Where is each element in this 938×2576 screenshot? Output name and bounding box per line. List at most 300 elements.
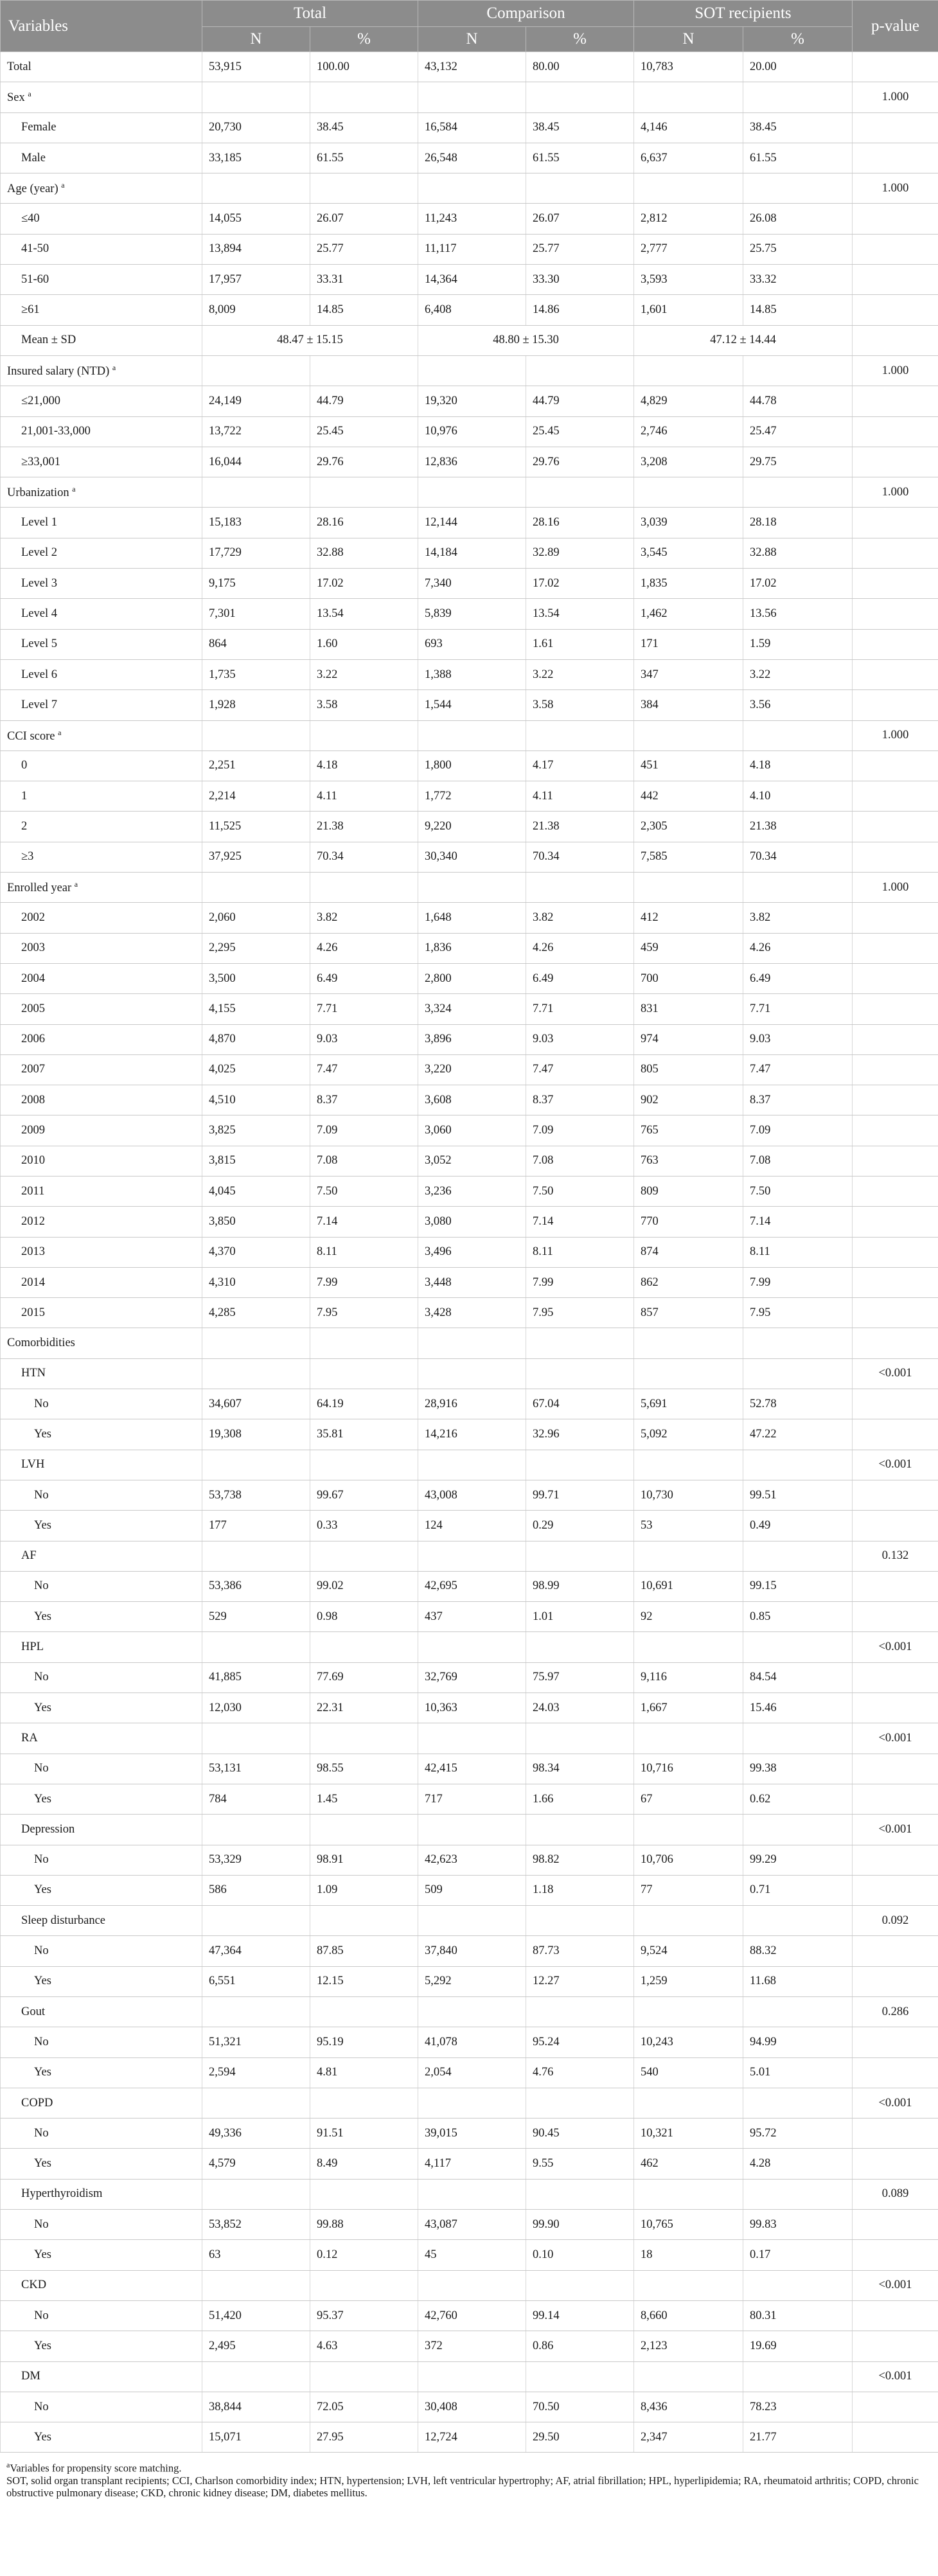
cell-empty — [743, 2179, 853, 2209]
row-label-text: 2002 — [21, 910, 45, 924]
cell-empty — [634, 1997, 743, 2027]
cell-sot-n: 10,765 — [634, 2210, 743, 2240]
cell-sot-pct: 33.32 — [743, 265, 853, 295]
cell-comparison-pct: 0.10 — [526, 2240, 634, 2270]
cell-total-pct: 98.55 — [310, 1754, 418, 1784]
cell-empty — [634, 82, 743, 112]
table-row — [1, 265, 938, 295]
table-row — [1, 1693, 938, 1723]
cell-total-n: 20,730 — [202, 112, 310, 143]
cell-comparison-pct: 98.82 — [526, 1845, 634, 1875]
cell-total-pct: 7.08 — [310, 1146, 418, 1176]
cell-total-n: 2,495 — [202, 2331, 310, 2361]
row-label-text: Enrolled year — [7, 882, 72, 895]
cell-sot-n: 763 — [634, 1146, 743, 1176]
cell-empty — [310, 1328, 418, 1358]
cell-comparison-pct: 1.61 — [526, 629, 634, 659]
subheader-sot-n: N — [634, 27, 743, 52]
header-variables: Variables — [1, 1, 202, 52]
cell-sot-n: 8,660 — [634, 2300, 743, 2331]
cell-empty — [418, 1541, 526, 1571]
cell-comparison-n: 11,243 — [418, 204, 526, 234]
cell-p-value — [853, 1085, 938, 1115]
cell-empty — [310, 1450, 418, 1480]
header-p-value: p-value — [853, 1, 938, 52]
cell-sot-pct: 70.34 — [743, 842, 853, 872]
cell-comparison-pct: 99.71 — [526, 1480, 634, 1510]
cell-total-n: 14,055 — [202, 204, 310, 234]
cell-comparison-pct: 26.07 — [526, 204, 634, 234]
row-label-text: Yes — [34, 2430, 51, 2444]
cell-total-n: 2,594 — [202, 2057, 310, 2088]
cell-total-n: 2,214 — [202, 781, 310, 812]
cell-p-value — [853, 1115, 938, 1146]
cell-sot-pct: 4.26 — [743, 933, 853, 963]
cell-comparison-pct: 3.58 — [526, 690, 634, 720]
cell-empty — [526, 82, 634, 112]
cell-p-value — [853, 1693, 938, 1723]
cell-sot-n: 5,092 — [634, 1419, 743, 1450]
table-section-row — [1, 1328, 938, 1358]
subheader-comparison-pct: % — [526, 27, 634, 52]
cell-p-value — [853, 903, 938, 933]
cell-total-n: 53,131 — [202, 1754, 310, 1784]
cell-comparison-n: 372 — [418, 2331, 526, 2361]
table-row — [1, 538, 938, 568]
row-label — [1, 1328, 202, 1358]
cell-p-value — [853, 2240, 938, 2270]
cell-p-value — [853, 1267, 938, 1297]
cell-comparison-n: 6,408 — [418, 295, 526, 325]
cell-empty — [526, 1450, 634, 1480]
cell-comparison-n: 3,052 — [418, 1146, 526, 1176]
row-label-text: AF — [21, 1549, 37, 1563]
table-row — [1, 1784, 938, 1814]
cell-sot-pct: 47.22 — [743, 1419, 853, 1450]
cell-total-n: 177 — [202, 1511, 310, 1541]
table-row — [1, 1511, 938, 1541]
cell-total-pct: 1.60 — [310, 629, 418, 659]
cell-total-n: 3,500 — [202, 963, 310, 993]
cell-p-value — [853, 1602, 938, 1632]
cell-sot-pct: 7.09 — [743, 1115, 853, 1146]
cell-comparison-pct: 6.49 — [526, 963, 634, 993]
row-label — [1, 781, 202, 812]
cell-comparison-n: 3,448 — [418, 1267, 526, 1297]
cell-sot-pct: 0.71 — [743, 1875, 853, 1905]
cell-total-pct: 99.67 — [310, 1480, 418, 1510]
cell-total-n: 4,285 — [202, 1298, 310, 1328]
row-label-text: Yes — [34, 2339, 51, 2352]
row-label — [1, 1784, 202, 1814]
cell-comparison-pct: 14.86 — [526, 295, 634, 325]
cell-sot-pct: 7.50 — [743, 1176, 853, 1206]
cell-total-n: 864 — [202, 629, 310, 659]
row-label — [1, 1815, 202, 1845]
row-label-text: 2003 — [21, 941, 45, 955]
row-label-text: CKD — [21, 2278, 47, 2292]
cell-sot-pct: 15.46 — [743, 1693, 853, 1723]
row-label-text: Yes — [34, 1518, 51, 1532]
row-label — [1, 903, 202, 933]
cell-total-pct: 7.95 — [310, 1298, 418, 1328]
row-label — [1, 2422, 202, 2453]
cell-empty — [202, 1632, 310, 1662]
row-label-text: Mean ± SD — [21, 333, 76, 347]
cell-comparison-n: 4,117 — [418, 2149, 526, 2179]
cell-p-value: <0.001 — [853, 2270, 938, 2300]
cell-sot-pct: 11.68 — [743, 1966, 853, 1996]
cell-comparison-pct: 8.37 — [526, 1085, 634, 1115]
cell-empty — [418, 720, 526, 751]
cell-total-pct: 70.34 — [310, 842, 418, 872]
cell-sot-pct: 4.28 — [743, 2149, 853, 2179]
cell-empty — [526, 2088, 634, 2118]
cell-total-pct: 77.69 — [310, 1662, 418, 1692]
cell-p-value — [853, 538, 938, 568]
row-label — [1, 2392, 202, 2422]
cell-sot-n: 2,812 — [634, 204, 743, 234]
cell-comparison-pct: 25.77 — [526, 234, 634, 264]
row-label-text: DM — [21, 2370, 40, 2383]
cell-sot-pct: 4.10 — [743, 781, 853, 812]
cell-comparison-pct: 99.90 — [526, 2210, 634, 2240]
row-label-text: RA — [21, 1731, 38, 1745]
row-label — [1, 933, 202, 963]
cell-sot-pct: 94.99 — [743, 2027, 853, 2057]
cell-total-pct: 1.45 — [310, 1784, 418, 1814]
row-label — [1, 1054, 202, 1085]
cell-empty — [202, 1815, 310, 1845]
row-label-text: Hyperthyroidism — [21, 2187, 103, 2201]
cell-comparison-n: 45 — [418, 2240, 526, 2270]
cell-empty — [634, 1815, 743, 1845]
cell-total-pct: 7.99 — [310, 1267, 418, 1297]
cell-sot-n: 2,746 — [634, 416, 743, 447]
cell-sot-pct: 32.88 — [743, 538, 853, 568]
cell-p-value: 0.132 — [853, 1541, 938, 1571]
table-section-row — [1, 873, 938, 903]
cell-p-value — [853, 1024, 938, 1054]
cell-sot-n: 862 — [634, 1267, 743, 1297]
cell-total-n: 24,149 — [202, 386, 310, 416]
cell-empty — [310, 355, 418, 386]
cell-empty — [310, 2270, 418, 2300]
table-row — [1, 1115, 938, 1146]
row-label — [1, 842, 202, 872]
row-label-text: No — [34, 1853, 49, 1867]
cell-empty — [202, 2361, 310, 2392]
cell-total-n: 4,370 — [202, 1237, 310, 1267]
row-label-text: Yes — [34, 2157, 51, 2171]
table-row — [1, 1571, 938, 1601]
cell-comparison-pct: 80.00 — [526, 52, 634, 82]
cell-total-pct: 98.91 — [310, 1845, 418, 1875]
cell-total-pct: 26.07 — [310, 204, 418, 234]
cell-comparison-n: 2,054 — [418, 2057, 526, 2088]
cell-empty — [202, 1328, 310, 1358]
cell-p-value — [853, 386, 938, 416]
table-row — [1, 1267, 938, 1297]
cell-comparison-pct: 1.01 — [526, 1602, 634, 1632]
cell-sot-mean-sd: 47.12 ± 14.44 — [634, 325, 853, 355]
cell-total-n: 15,183 — [202, 508, 310, 538]
cell-total-pct: 21.38 — [310, 812, 418, 842]
row-label — [1, 173, 202, 204]
cell-sot-pct: 99.83 — [743, 2210, 853, 2240]
cell-sot-n: 831 — [634, 994, 743, 1024]
cell-p-value — [853, 994, 938, 1024]
cell-sot-pct: 99.15 — [743, 1571, 853, 1601]
cell-total-pct: 44.79 — [310, 386, 418, 416]
cell-sot-n: 974 — [634, 1024, 743, 1054]
cell-empty — [743, 1997, 853, 2027]
cell-empty — [202, 2088, 310, 2118]
row-label-text: ≤40 — [21, 212, 40, 226]
table-row — [1, 1966, 938, 1996]
cell-total-pct: 1.09 — [310, 1875, 418, 1905]
cell-p-value — [853, 569, 938, 599]
cell-comparison-n: 16,584 — [418, 112, 526, 143]
cell-empty — [526, 1723, 634, 1754]
table-section-row — [1, 1358, 938, 1389]
cell-total-n: 3,825 — [202, 1115, 310, 1146]
cell-sot-n: 10,716 — [634, 1754, 743, 1784]
footnote-marker: a — [74, 880, 78, 889]
row-label — [1, 1754, 202, 1784]
cell-p-value — [853, 2027, 938, 2057]
cell-comparison-n: 3,220 — [418, 1054, 526, 1085]
cell-comparison-pct: 98.34 — [526, 1754, 634, 1784]
cell-p-value — [853, 1237, 938, 1267]
cell-sot-n: 770 — [634, 1207, 743, 1237]
cell-empty — [743, 1450, 853, 1480]
cell-empty — [743, 1906, 853, 1936]
cell-total-pct: 3.82 — [310, 903, 418, 933]
cell-comparison-pct: 38.45 — [526, 112, 634, 143]
cell-p-value — [853, 1298, 938, 1328]
cell-empty — [634, 873, 743, 903]
cell-empty — [743, 1632, 853, 1662]
row-label — [1, 2027, 202, 2057]
cell-empty — [634, 477, 743, 508]
cell-total-n: 784 — [202, 1784, 310, 1814]
cell-comparison-pct: 24.03 — [526, 1693, 634, 1723]
cell-sot-n: 1,462 — [634, 599, 743, 629]
row-label — [1, 2088, 202, 2118]
cell-p-value — [853, 1480, 938, 1510]
row-label-text: No — [34, 2309, 49, 2322]
cell-empty — [634, 1541, 743, 1571]
table-row — [1, 52, 938, 82]
cell-comparison-n: 3,324 — [418, 994, 526, 1024]
cell-comparison-pct: 21.38 — [526, 812, 634, 842]
table-row — [1, 1419, 938, 1450]
cell-p-value — [853, 812, 938, 842]
cell-comparison-pct: 0.86 — [526, 2331, 634, 2361]
cell-empty — [526, 1906, 634, 1936]
row-label-text: Comorbidities — [7, 1337, 75, 1350]
cell-sot-n: 805 — [634, 1054, 743, 1085]
cell-total-n: 4,510 — [202, 1085, 310, 1115]
cell-sot-pct: 21.77 — [743, 2422, 853, 2453]
cell-total-n: 17,729 — [202, 538, 310, 568]
cell-empty — [634, 1723, 743, 1754]
row-label-text: HPL — [21, 1640, 44, 1654]
header-comparison: Comparison — [418, 1, 634, 27]
cell-total-n: 4,310 — [202, 1267, 310, 1297]
cell-total-n: 1,928 — [202, 690, 310, 720]
cell-empty — [743, 173, 853, 204]
cell-total-pct: 3.58 — [310, 690, 418, 720]
table-section-row — [1, 1815, 938, 1845]
cell-p-value: 1.000 — [853, 82, 938, 112]
cell-sot-pct: 3.56 — [743, 690, 853, 720]
cell-total-n: 2,251 — [202, 751, 310, 781]
table-row — [1, 295, 938, 325]
cell-comparison-n: 14,184 — [418, 538, 526, 568]
table-section-row — [1, 355, 938, 386]
row-label — [1, 2179, 202, 2209]
table-row — [1, 1085, 938, 1115]
row-label — [1, 1085, 202, 1115]
table-row — [1, 143, 938, 173]
cell-sot-n: 700 — [634, 963, 743, 993]
cell-empty — [418, 1997, 526, 2027]
table-row — [1, 1480, 938, 1510]
cell-total-pct: 99.88 — [310, 2210, 418, 2240]
cell-total-pct: 95.37 — [310, 2300, 418, 2331]
cell-total-pct: 0.12 — [310, 2240, 418, 2270]
cell-sot-pct: 7.47 — [743, 1054, 853, 1085]
cell-sot-pct: 7.14 — [743, 1207, 853, 1237]
cell-empty — [743, 1815, 853, 1845]
cell-p-value — [853, 234, 938, 264]
row-label-text: 2014 — [21, 1275, 45, 1289]
cell-total-n: 15,071 — [202, 2422, 310, 2453]
cell-p-value — [853, 447, 938, 477]
cell-comparison-n: 3,060 — [418, 1115, 526, 1146]
cell-sot-n: 18 — [634, 2240, 743, 2270]
cell-empty — [310, 873, 418, 903]
header-total: Total — [202, 1, 418, 27]
table-row — [1, 599, 938, 629]
cell-empty — [418, 1632, 526, 1662]
cell-empty — [634, 173, 743, 204]
row-label-text: Urbanization — [7, 486, 69, 500]
cell-sot-n: 10,691 — [634, 1571, 743, 1601]
cell-total-pct: 17.02 — [310, 569, 418, 599]
cell-sot-pct: 25.47 — [743, 416, 853, 447]
cell-comparison-n: 124 — [418, 1511, 526, 1541]
cell-comparison-n: 30,340 — [418, 842, 526, 872]
cell-empty — [634, 355, 743, 386]
cell-empty — [310, 720, 418, 751]
cell-p-value — [853, 933, 938, 963]
cell-empty — [310, 2088, 418, 2118]
cell-sot-pct: 5.01 — [743, 2057, 853, 2088]
cell-empty — [202, 355, 310, 386]
cell-p-value — [853, 781, 938, 812]
cell-p-value — [853, 599, 938, 629]
cell-total-pct: 28.16 — [310, 508, 418, 538]
cell-empty — [634, 1358, 743, 1389]
cell-comparison-pct: 7.47 — [526, 1054, 634, 1085]
cell-comparison-n: 11,117 — [418, 234, 526, 264]
cell-sot-pct: 0.49 — [743, 1511, 853, 1541]
cell-empty — [418, 2270, 526, 2300]
cell-total-pct: 0.98 — [310, 1602, 418, 1632]
cell-total-pct: 32.88 — [310, 538, 418, 568]
cell-p-value — [853, 842, 938, 872]
cell-sot-n: 4,829 — [634, 386, 743, 416]
cell-empty — [310, 1815, 418, 1845]
cell-sot-pct: 29.75 — [743, 447, 853, 477]
row-label-text: 2010 — [21, 1154, 45, 1168]
cell-total-pct: 99.02 — [310, 1571, 418, 1601]
row-label — [1, 659, 202, 689]
cell-p-value — [853, 2300, 938, 2331]
cell-sot-n: 765 — [634, 1115, 743, 1146]
cell-comparison-n: 3,608 — [418, 1085, 526, 1115]
cell-total-pct: 87.85 — [310, 1936, 418, 1966]
row-label-text: Insured salary (NTD) — [7, 365, 110, 378]
footnote-marker: a — [72, 484, 76, 494]
row-label — [1, 1176, 202, 1206]
cell-total-n: 17,957 — [202, 265, 310, 295]
row-label-text: Yes — [34, 1883, 51, 1897]
cell-p-value — [853, 2210, 938, 2240]
row-label-text: 2 — [21, 820, 28, 833]
table-row — [1, 569, 938, 599]
cell-total-pct: 6.49 — [310, 963, 418, 993]
cell-p-value — [853, 1784, 938, 1814]
row-label-text: Yes — [34, 1701, 51, 1714]
cell-p-value: 1.000 — [853, 173, 938, 204]
table-section-row — [1, 1997, 938, 2027]
row-label-text: 2005 — [21, 1002, 45, 1015]
cell-total-n: 2,060 — [202, 903, 310, 933]
cell-empty — [310, 173, 418, 204]
cell-comparison-n: 3,428 — [418, 1298, 526, 1328]
cell-p-value: 0.089 — [853, 2179, 938, 2209]
row-label — [1, 1997, 202, 2027]
cell-sot-pct: 25.75 — [743, 234, 853, 264]
row-label-text: Yes — [34, 2248, 51, 2262]
row-label-text: ≥61 — [21, 303, 40, 317]
cell-empty — [743, 1723, 853, 1754]
cell-sot-pct: 13.56 — [743, 599, 853, 629]
cell-sot-n: 67 — [634, 1784, 743, 1814]
cell-sot-n: 459 — [634, 933, 743, 963]
row-label — [1, 1146, 202, 1176]
cell-comparison-pct: 98.99 — [526, 1571, 634, 1601]
row-label — [1, 416, 202, 447]
cell-comparison-n: 39,015 — [418, 2119, 526, 2149]
table-row — [1, 690, 938, 720]
cell-empty — [418, 1358, 526, 1389]
row-label — [1, 538, 202, 568]
subheader-sot-pct: % — [743, 27, 853, 52]
cell-total-n: 51,420 — [202, 2300, 310, 2331]
cell-empty — [526, 2270, 634, 2300]
table-row — [1, 1207, 938, 1237]
cell-p-value — [853, 416, 938, 447]
cell-total-n: 16,044 — [202, 447, 310, 477]
cell-comparison-pct: 7.14 — [526, 1207, 634, 1237]
cell-empty — [526, 1541, 634, 1571]
cell-comparison-pct: 29.50 — [526, 2422, 634, 2453]
